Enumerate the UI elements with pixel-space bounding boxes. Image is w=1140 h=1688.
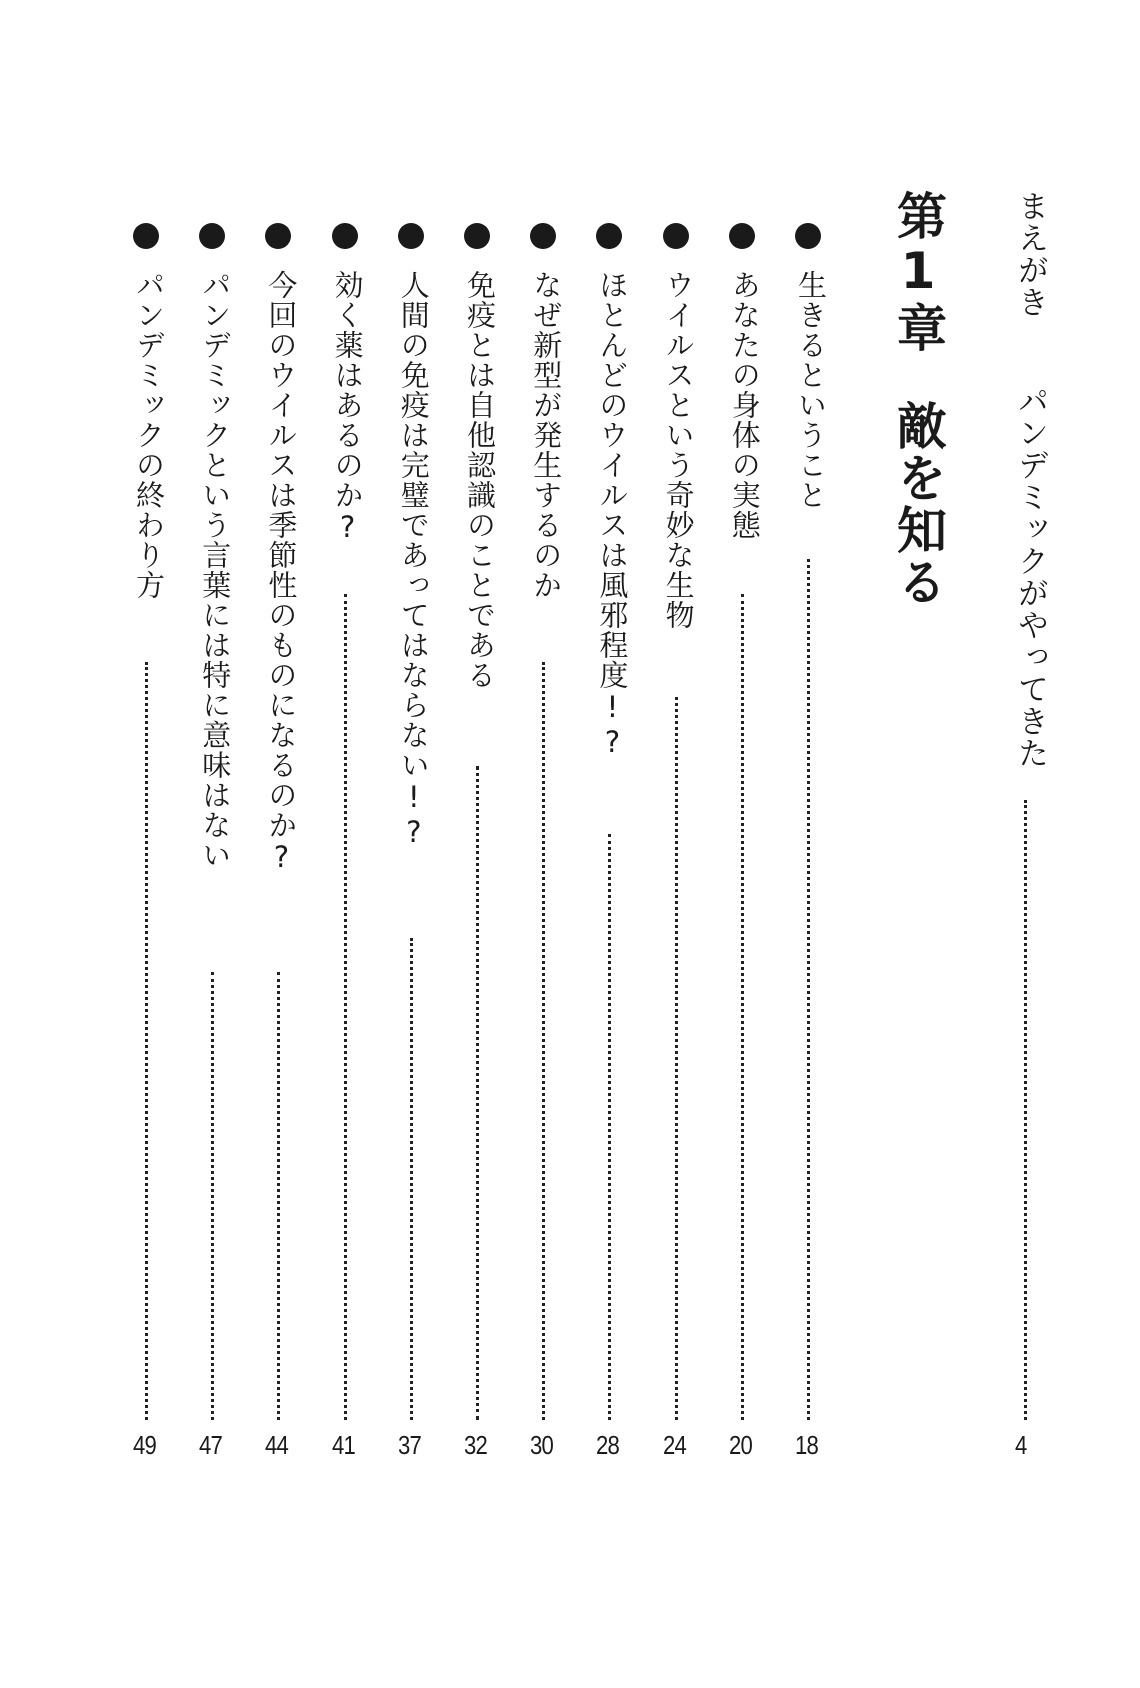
toc-entry-title: 生きるということ [794, 270, 828, 510]
toc-entry-title: 今回のウイルスは季節性のものになるのか? [264, 270, 299, 875]
preface-label: まえがき [1012, 190, 1048, 318]
page-number: 18 [795, 1430, 818, 1460]
toc-entry-title: なぜ新型が発生するのか [529, 270, 564, 600]
bullet-icon [663, 223, 689, 249]
page-number: 37 [397, 1430, 421, 1460]
toc-leader [741, 594, 744, 1420]
toc-entry-title: ほとんどのウイルスは風邪程度!? [595, 270, 630, 760]
toc-leader [608, 834, 611, 1420]
toc-leader [542, 662, 545, 1420]
toc-leader [277, 972, 280, 1420]
page-number: 41 [331, 1430, 355, 1460]
toc-entry-title: ウイルスという奇妙な生物 [661, 270, 696, 630]
toc-leader [211, 972, 214, 1420]
bullet-icon [530, 223, 556, 249]
page-number: 28 [596, 1430, 620, 1460]
toc-entry-title: パンデミックという言葉には特に意味はない [198, 270, 233, 870]
toc-leader [145, 662, 148, 1420]
bullet-icon [265, 223, 291, 249]
page-number: 32 [464, 1430, 487, 1460]
page-number: 44 [265, 1430, 289, 1460]
bullet-icon [398, 223, 424, 249]
toc-entry-title: あなたの身体の実態 [727, 270, 762, 540]
toc-leader [410, 938, 413, 1420]
toc-entry-title: 免疫とは自他認識のことである [463, 270, 497, 690]
toc-leader [1024, 800, 1027, 1420]
page-number: 4 [1015, 1430, 1027, 1460]
bullet-icon [596, 223, 622, 249]
bullet-icon [332, 223, 358, 249]
toc-entry-title: 人間の免疫は完璧であってはならない!? [396, 270, 431, 850]
toc-entry-title: 効く薬はあるのか? [330, 270, 365, 545]
chapter-title: 敵を知る [889, 400, 947, 608]
page-number: 24 [662, 1430, 686, 1460]
page-number: 47 [199, 1430, 223, 1460]
bullet-icon [795, 223, 821, 249]
page-number: 20 [728, 1430, 752, 1460]
toc-leader [675, 697, 678, 1420]
bullet-icon [729, 223, 755, 249]
bullet-icon [464, 223, 490, 249]
page-number: 49 [133, 1430, 156, 1460]
toc-leader [476, 766, 479, 1420]
chapter-number: 第1章 [889, 190, 947, 354]
preface-title: パンデミックがやってきた [1012, 385, 1048, 769]
page-number: 30 [530, 1430, 554, 1460]
bullet-icon [133, 223, 159, 249]
bullet-icon [199, 223, 225, 249]
toc-leader [807, 559, 810, 1420]
toc-entry-title: パンデミックの終わり方 [132, 270, 166, 600]
toc-leader [344, 594, 347, 1420]
